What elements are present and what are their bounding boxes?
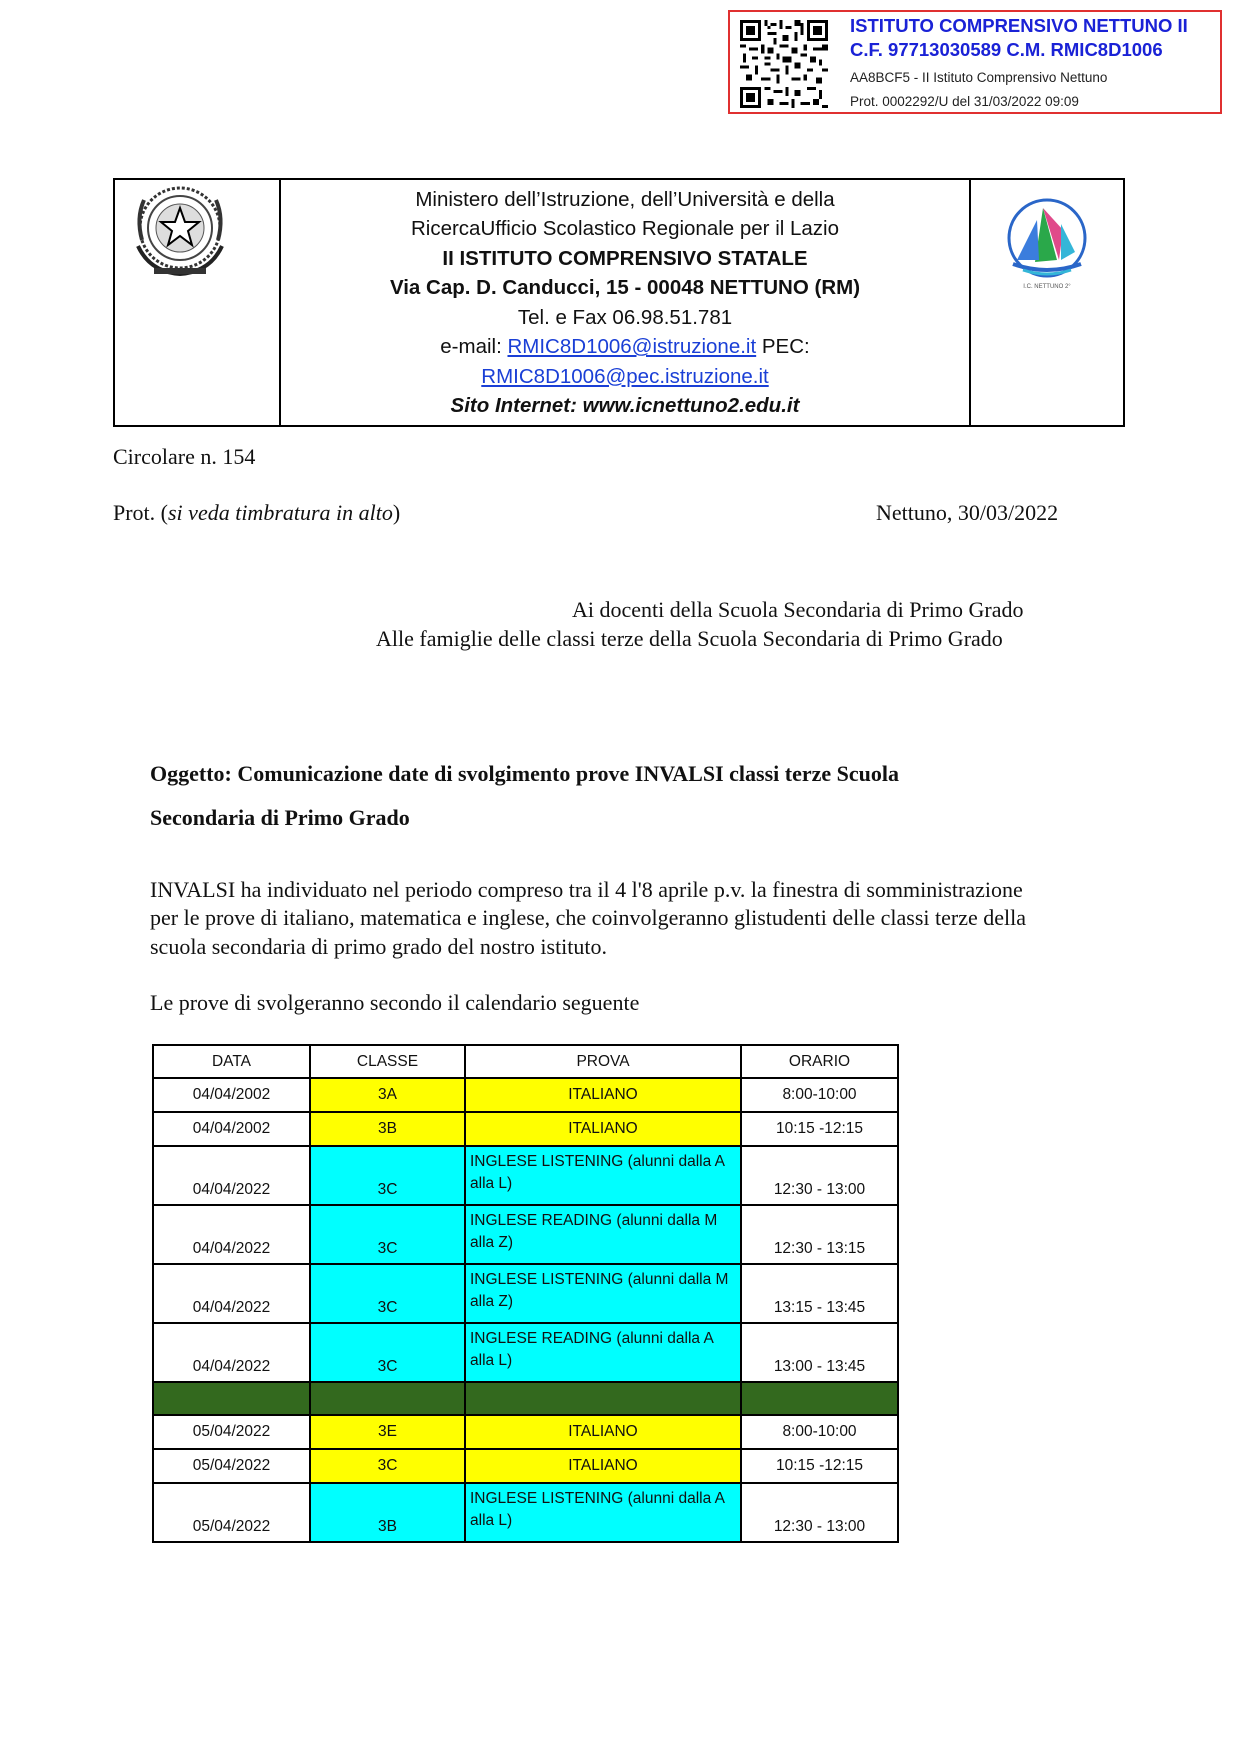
school-logo-icon [971,180,1123,420]
institution-info [280,179,970,426]
contacts-line [281,332,969,362]
circular-number: Circolare n. 154 [113,444,256,469]
table-row [153,1112,898,1146]
qr-code-icon [740,20,828,108]
body-line-1: INVALSI ha individuato nel periodo compreso tra il 4 l'8 aprile p.v. la finestra di somministrazione [150,877,1023,902]
cell-prova: INGLESE READING (alunni dalla M alla Z) [465,1205,741,1264]
school-logo-cell [970,179,1124,426]
column-header-classe: CLASSE [310,1045,465,1078]
stamp-protocol-number: Prot. 0002292/U del 31/03/2022 09:09 [850,94,1079,109]
cell-prova: ITALIANO [465,1415,741,1449]
table-row [153,1323,898,1382]
separator-cell [310,1382,465,1415]
recipient-teachers: Ai docenti della Scuola Secondaria di Primo Grado [572,597,1024,622]
cell-prova: INGLESE LISTENING (alunni dalla A alla L) [465,1146,741,1205]
cell-data: 04/04/2022 [153,1205,310,1264]
cell-orario: 12:30 - 13:00 [741,1483,898,1542]
ministry-line: Ministero dell’Istruzione, dell’Università e della [415,187,835,211]
separator-cell [153,1382,310,1415]
stamp-fiscal-code: C.F. 97713030589 C.M. RMIC8D1006 [850,39,1163,60]
email-link[interactable]: RMIC8D1006@istruzione.it [507,335,757,358]
email-label: e-mail: [440,335,508,358]
cell-classe: 3B [310,1112,465,1146]
school-logo-text: I.C. NETTUNO 2° [1023,284,1071,290]
subject-line-1: Oggetto: Comunicazione date di svolgimento prove INVALSI classi terze Scuola [150,761,899,786]
cell-prova: INGLESE LISTENING (alunni dalla M alla Z) [465,1264,741,1323]
cell-prova: ITALIANO [465,1112,741,1146]
column-header-prova: PROVA [465,1045,741,1078]
cell-data: 05/04/2022 [153,1483,310,1542]
italian-republic-emblem-icon [115,180,279,420]
cell-prova: ITALIANO [465,1078,741,1112]
cell-data: 04/04/2022 [153,1264,310,1323]
calendar-intro: Le prove di svolgeranno secondo il calendario seguente [150,990,640,1015]
cell-data: 05/04/2022 [153,1449,310,1483]
cell-orario: 10:15 -12:15 [741,1112,898,1146]
cell-orario: 10:15 -12:15 [741,1449,898,1483]
cell-prova: ITALIANO [465,1449,741,1483]
cell-data: 04/04/2022 [153,1146,310,1205]
cell-data: 05/04/2022 [153,1415,310,1449]
pec-label: PEC: [756,335,810,358]
cell-orario: 13:00 - 13:45 [741,1323,898,1382]
cell-classe: 3C [310,1449,465,1483]
school-address: Via Cap. D. Canducci, 15 - 00048 NETTUNO (RM) [389,276,861,299]
table-row [153,1415,898,1449]
separator-cell [741,1382,898,1415]
cell-orario: 8:00-10:00 [741,1415,898,1449]
cell-data: 04/04/2002 [153,1078,310,1112]
body-line-3: scuola secondaria di primo grado del nostro istituto. [150,934,608,959]
cell-classe: 3B [310,1483,465,1542]
table-row [153,1449,898,1483]
table-row [153,1146,898,1205]
protocol-note: si veda timbratura in alto [168,500,393,525]
protocol-stamp [728,10,1222,114]
cell-data: 04/04/2002 [153,1112,310,1146]
cell-classe: 3A [310,1078,465,1112]
invalsi-schedule-table [152,1044,899,1543]
cell-orario: 13:15 - 13:45 [741,1264,898,1323]
cell-classe: 3C [310,1323,465,1382]
protocol-suffix: ) [392,500,401,525]
cell-classe: 3C [310,1264,465,1323]
cell-orario: 12:30 - 13:00 [741,1146,898,1205]
cell-prova: INGLESE LISTENING (alunni dalla A alla L) [465,1483,741,1542]
separator-row [153,1382,898,1415]
place-and-date: Nettuno, 30/03/2022 [876,500,1059,525]
cell-classe: 3C [310,1205,465,1264]
protocol-prefix: Prot. ( [113,500,168,525]
column-header-data: DATA [153,1045,310,1078]
website-line: Sito Internet: www.icnettuno2.edu.it [450,394,800,417]
protocol-reference [113,500,400,526]
cell-prova: INGLESE READING (alunni dalla A alla L) [465,1323,741,1382]
cell-classe: 3C [310,1146,465,1205]
recipient-families: Alle famiglie delle classi terze della Scuola Secondaria di Primo Grado [376,626,1003,651]
cell-classe: 3E [310,1415,465,1449]
table-header-row [153,1045,898,1078]
table-row [153,1205,898,1264]
pec-link[interactable]: RMIC8D1006@pec.istruzione.it [481,364,769,388]
phone-fax: Tel. e Fax 06.98.51.781 [517,305,733,329]
emblem-cell [114,179,280,426]
column-header-orario: ORARIO [741,1045,898,1078]
table-row [153,1483,898,1542]
stamp-registry: AA8BCF5 - II Istituto Comprensivo Nettuno [850,70,1108,85]
subject-line-2: Secondaria di Primo Grado [150,805,410,830]
cell-orario: 12:30 - 13:15 [741,1205,898,1264]
separator-cell [465,1382,741,1415]
cell-data: 04/04/2022 [153,1323,310,1382]
table-row [153,1078,898,1112]
cell-orario: 8:00-10:00 [741,1078,898,1112]
body-line-2: per le prove di italiano, matematica e inglese, che coinvolgeranno glistudenti delle classi terze della [150,905,1026,930]
table-row [153,1264,898,1323]
regional-office-line: RicercaUfficio Scolastico Regionale per il Lazio [410,217,840,240]
letterhead [113,178,1125,427]
stamp-institute-name: ISTITUTO COMPRENSIVO NETTUNO II [850,15,1188,36]
school-name: II ISTITUTO COMPRENSIVO STATALE [442,246,808,270]
